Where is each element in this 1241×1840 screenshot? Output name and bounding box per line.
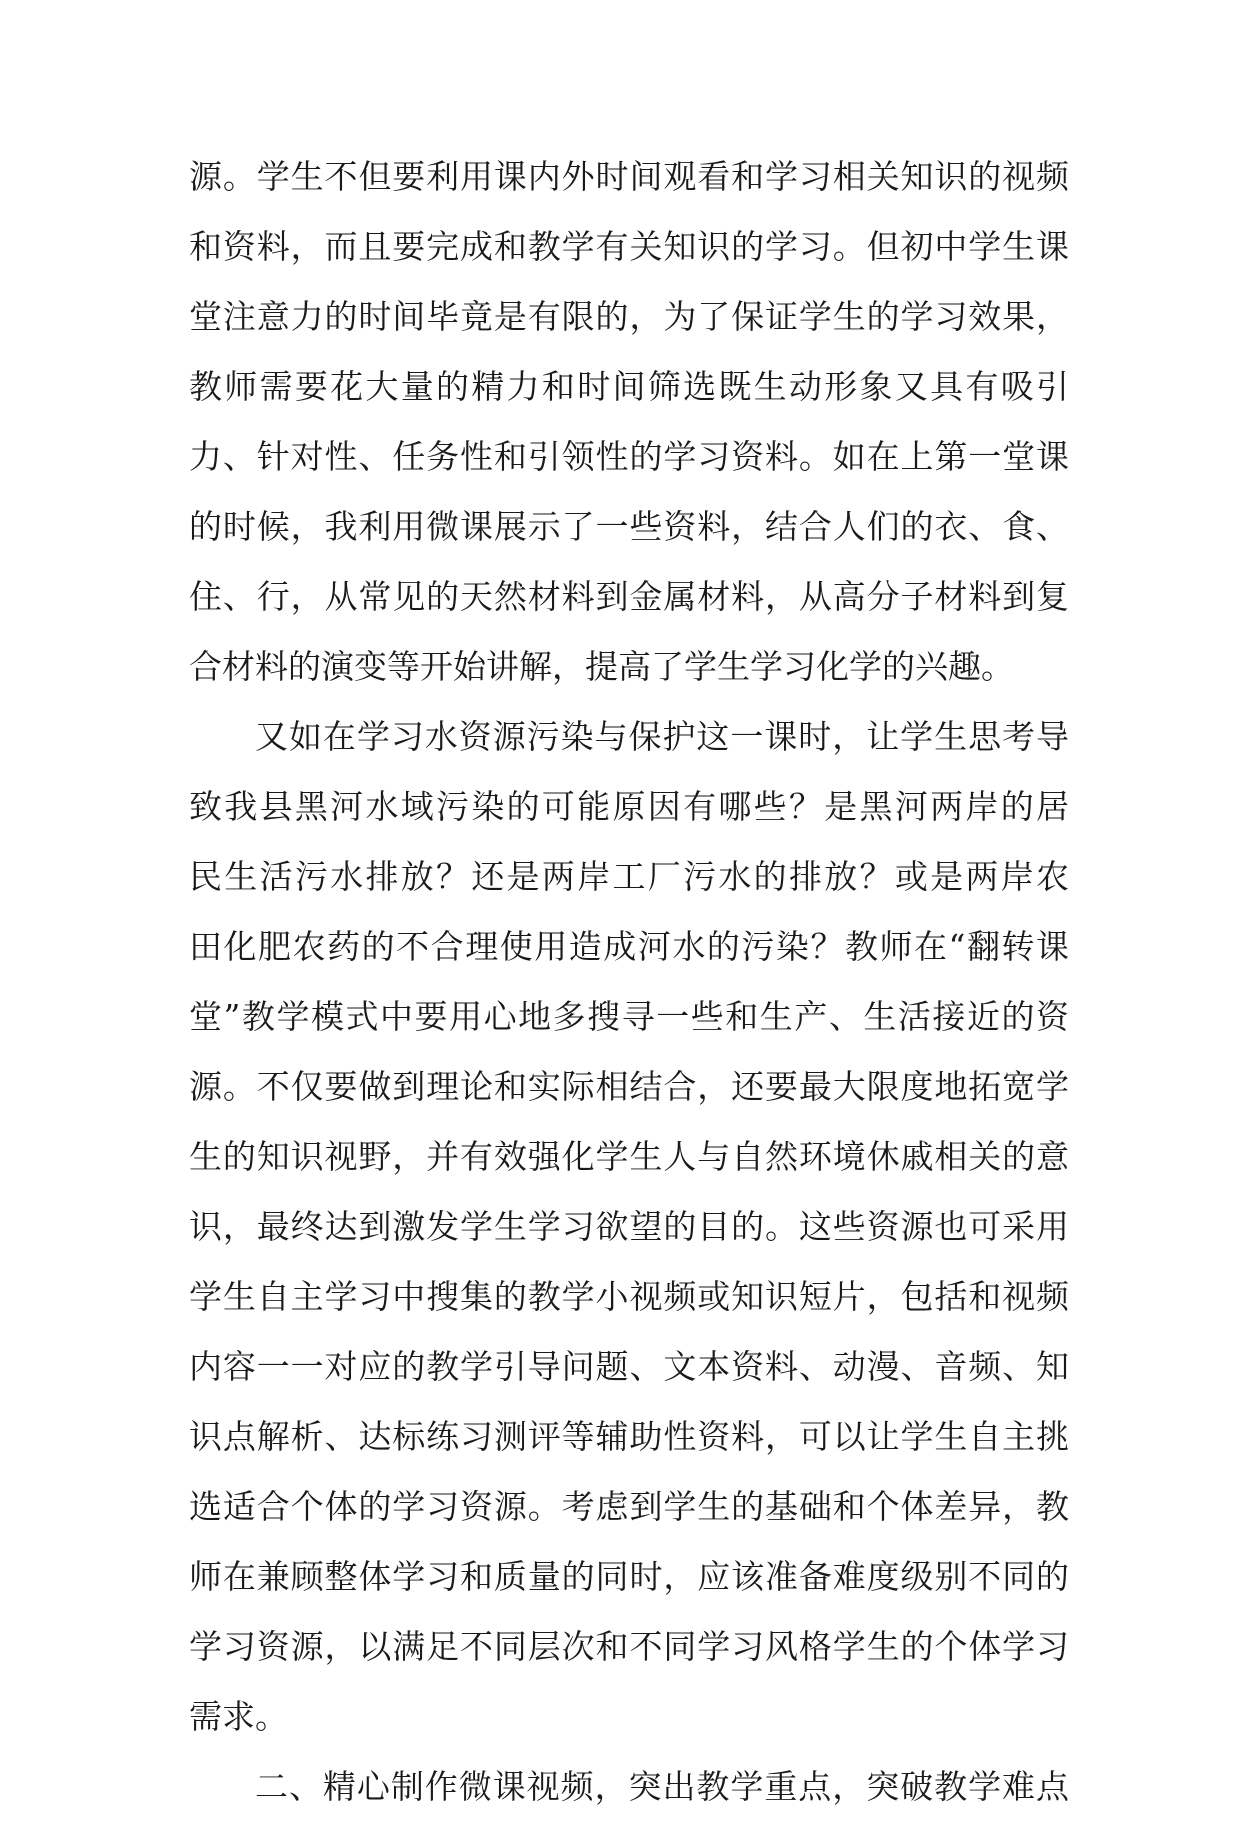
text-line: 生的知识视野，并有效强化学生人与自然环境休戚相关的意: [189, 1140, 1069, 1176]
text-line: 源。不仅要做到理论和实际相结合，还要最大限度地拓宽学: [189, 1070, 1069, 1106]
text-line: 教师需要花大量的精力和时间筛选既生动形象又具有吸引: [189, 370, 1069, 406]
text-line: 堂注意力的时间毕竟是有限的，为了保证学生的学习效果，: [189, 300, 1069, 336]
text-line: 和资料，而且要完成和教学有关知识的学习。但初中学生课: [189, 230, 1069, 266]
text-line: 致我县黑河水域污染的可能原因有哪些？是黑河两岸的居: [189, 790, 1069, 826]
text-line: 识，最终达到激发学生学习欲望的目的。这些资源也可采用: [189, 1210, 1069, 1246]
document-body: [189, 160, 1069, 1840]
text-line: 合材料的演变等开始讲解，提高了学生学习化学的兴趣。: [189, 650, 1014, 686]
text-line: 选适合个体的学习资源。考虑到学生的基础和个体差异，教: [189, 1490, 1069, 1526]
text-line: 学习资源，以满足不同层次和不同学习风格学生的个体学习: [189, 1630, 1069, 1666]
text-line: 力、针对性、任务性和引领性的学习资料。如在上第一堂课: [189, 440, 1069, 476]
text-line: 田化肥农药的不合理使用造成河水的污染？教师在“翻转课: [189, 930, 1069, 966]
paragraph-start-line: 又如在学习水资源污染与保护这一课时，让学生思考导: [255, 720, 1069, 756]
text-line: 住、行，从常见的天然材料到金属材料，从高分子材料到复: [189, 580, 1069, 616]
text-line: 师在兼顾整体学习和质量的同时，应该准备难度级别不同的: [189, 1560, 1069, 1596]
text-line: 源。学生不但要利用课内外时间观看和学习相关知识的视频: [189, 160, 1069, 196]
text-line: 民生活污水排放？还是两岸工厂污水的排放？或是两岸农: [189, 860, 1069, 896]
text-line: 学生自主学习中搜集的教学小视频或知识短片，包括和视频: [189, 1280, 1069, 1316]
text-line: 识点解析、达标练习测评等辅助性资料，可以让学生自主挑: [189, 1420, 1069, 1456]
text-line: 内容一一对应的教学引导问题、文本资料、动漫、音频、知: [189, 1350, 1069, 1386]
section-heading: 二、精心制作微课视频，突出教学重点，突破教学难点: [255, 1770, 1069, 1806]
text-line: 的时候，我利用微课展示了一些资料，结合人们的衣、食、: [189, 510, 1069, 546]
text-line: 需求。: [189, 1700, 288, 1736]
text-line: 堂”教学模式中要用心地多搜寻一些和生产、生活接近的资: [189, 1000, 1069, 1036]
